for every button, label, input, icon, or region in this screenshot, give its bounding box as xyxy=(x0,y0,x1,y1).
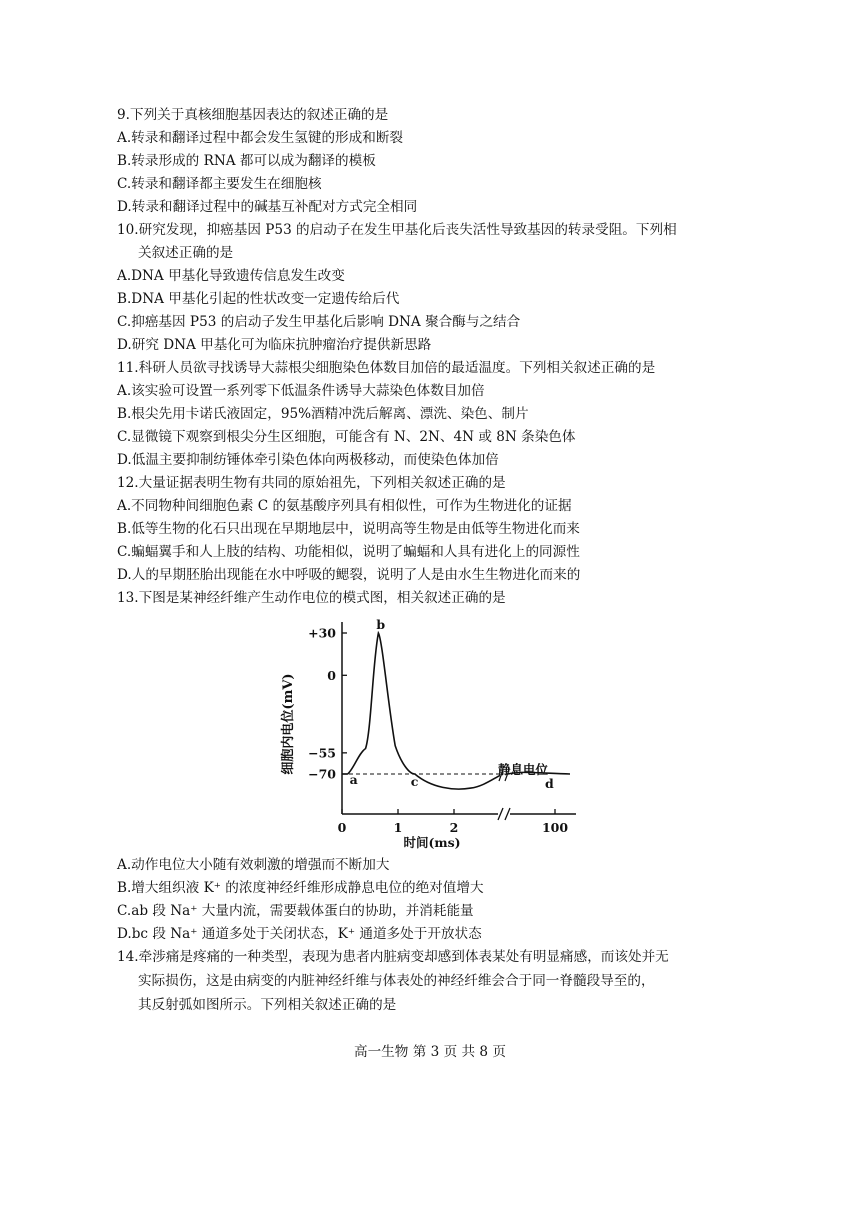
text-line: B.增大组织液 K⁺ 的浓度神经纤维形成静息电位的绝对值增大 xyxy=(117,880,484,896)
y-tick-label: +30 xyxy=(308,625,336,641)
y-ticks xyxy=(308,626,347,782)
x-tick-label: 0 xyxy=(337,820,347,835)
point-label-c: c xyxy=(410,774,419,789)
text-line: D.人的早期胚胎出现能在水中呼吸的鳃裂，说明了人是由水生生物进化而来的 xyxy=(117,567,581,583)
text-line: B.低等生物的化石只出现在早期地层中，说明高等生物是由低等生物进化而来 xyxy=(117,521,580,537)
text-line: 10.研究发现，抑癌基因 P53 的启动子在发生甲基化后丧失活性导致基因的转录受阻。下列相 xyxy=(117,222,677,238)
x-axis-break-mark xyxy=(498,808,510,820)
text-line: C.抑癌基因 P53 的启动子发生甲基化后影响 DNA 聚合酶与之结合 xyxy=(117,314,521,330)
text-line: B.转录形成的 RNA 都可以成为翻译的模板 xyxy=(117,153,376,169)
text-line: A.该实验可设置一系列零下低温条件诱导大蒜染色体数目加倍 xyxy=(117,383,485,399)
text-line: D.研究 DNA 甲基化可为临床抗肿瘤治疗提供新思路 xyxy=(117,337,432,353)
x-tick-label: 100 xyxy=(541,820,569,835)
text-line: A.转录和翻译过程中都会发生氢键的形成和断裂 xyxy=(117,130,404,146)
text-line: C.转录和翻译都主要发生在细胞核 xyxy=(117,176,322,192)
text-line: A.DNA 甲基化导致遗传信息发生改变 xyxy=(117,268,345,284)
text-line: 关叙述正确的是 xyxy=(138,245,234,261)
text-line: 实际损伤，这是由病变的内脏神经纤维与体表处的神经纤维会合于同一脊髓段导至的， xyxy=(138,973,655,989)
text-line: C.ab 段 Na⁺ 大量内流，需要载体蛋白的协助，并消耗能量 xyxy=(117,903,474,919)
page-footer: 高一生物 第 3 页 共 8 页 xyxy=(354,1044,506,1060)
text-line: A.不同物种间细胞色素 C 的氨基酸序列具有相似性，可作为生物进化的证据 xyxy=(117,498,572,514)
x-tick-label: 1 xyxy=(393,820,403,835)
text-line: 11.科研人员欲寻找诱导大蒜根尖细胞染色体数目加倍的最适温度。下列相关叙述正确的是 xyxy=(117,360,656,376)
text-line: A.动作电位大小随有效刺激的增强而不断加大 xyxy=(117,857,390,873)
point-label-d: d xyxy=(545,776,554,791)
y-tick-label: −55 xyxy=(308,745,336,761)
text-line: 12.大量证据表明生物有共同的原始祖先，下列相关叙述正确的是 xyxy=(117,475,506,491)
text-line: 9.下列关于真核细胞基因表达的叙述正确的是 xyxy=(117,107,389,123)
text-line: B.根尖先用卡诺氏液固定，95%酒精冲洗后解离、漂洗、染色、制片 xyxy=(117,406,529,422)
text-line: C.蝙蝠翼手和人上肢的结构、功能相似，说明了蝙蝠和人具有进化上的同源性 xyxy=(117,544,580,560)
x-tick-label: 2 xyxy=(449,820,459,835)
text-line: D.低温主要抑制纺锤体牵引染色体向两极移动，而使染色体加倍 xyxy=(117,452,499,468)
text-line: B.DNA 甲基化引起的性状改变一定遗传给后代 xyxy=(117,291,400,307)
text-line: D.转录和翻译过程中的碱基互补配对方式完全相同 xyxy=(117,199,418,215)
text-line: D.bc 段 Na⁺ 通道多处于关闭状态，K⁺ 通道多处于开放状态 xyxy=(117,926,482,942)
action-potential-chart xyxy=(270,612,590,858)
x-ticks xyxy=(338,809,569,835)
y-axis-label: 细胞内电位(mV) xyxy=(281,673,296,775)
y-tick-label: 0 xyxy=(327,667,336,683)
point-label-a: a xyxy=(349,772,358,787)
text-line: 13.下图是某神经纤维产生动作电位的模式图，相关叙述正确的是 xyxy=(117,590,506,606)
text-line: 14.牵涉痛是疼痛的一种类型，表现为患者内脏病变却感到体表某处有明显痛感，而该处并无 xyxy=(117,949,669,965)
y-tick-label: −70 xyxy=(308,766,336,782)
point-label-b: b xyxy=(376,617,386,632)
resting-label: 静息电位 xyxy=(498,762,549,777)
text-line: C.显微镜下观察到根尖分生区细胞，可能含有 N、2N、4N 或 8N 条染色体 xyxy=(117,429,576,445)
x-axis-label: 时间(ms) xyxy=(403,835,461,850)
text-line: 其反射弧如图所示。下列相关叙述正确的是 xyxy=(138,997,397,1013)
